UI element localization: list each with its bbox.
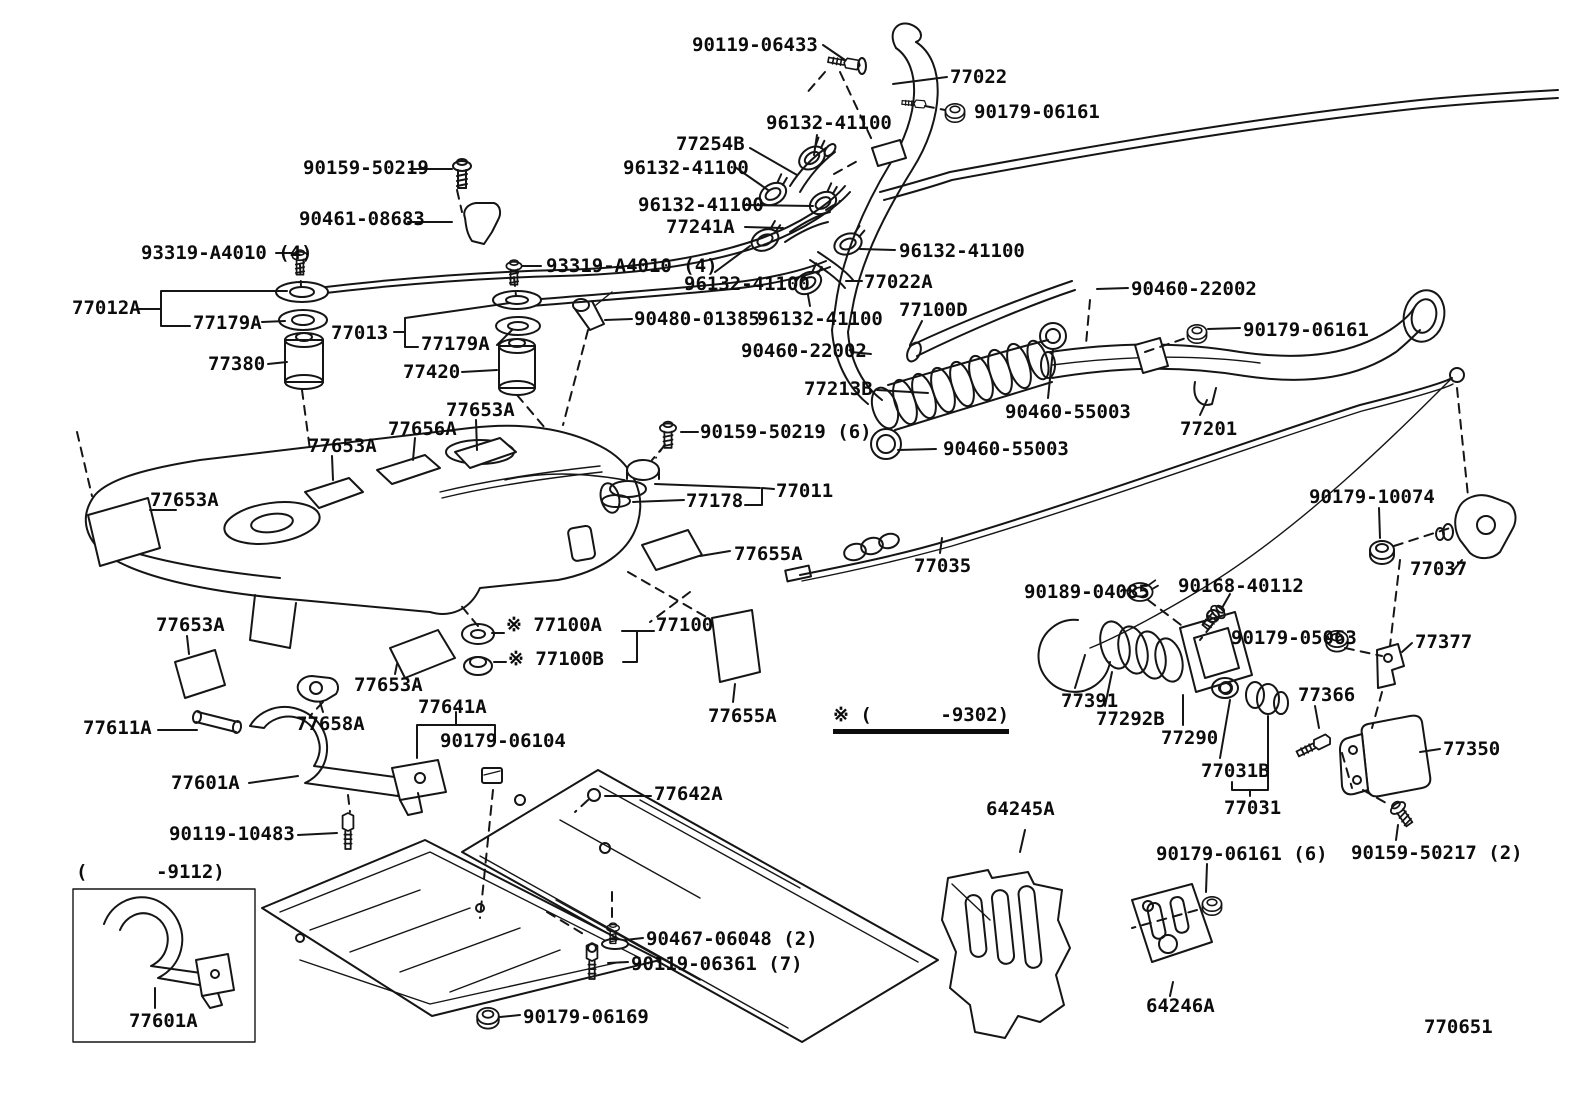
part-label-90460-22002: 90460-22002 — [1131, 278, 1257, 300]
part-label-90179-06169: 90179-06169 — [523, 1006, 649, 1028]
part-label-77031: 77031 — [1224, 797, 1282, 819]
part-label-77254b: 77254B — [676, 133, 745, 155]
part-label-77601a: 77601A — [129, 1010, 198, 1032]
part-label-64245a: 64245A — [986, 798, 1055, 820]
part-label-77658a: 77658A — [296, 713, 365, 735]
part-label-77241a: 77241A — [666, 216, 735, 238]
part-label-77653a: 77653A — [308, 435, 377, 457]
part-label-77011: 77011 — [776, 480, 834, 502]
part-label-77656a: 77656A — [388, 418, 457, 440]
part-label-90480-01385: 90480-01385 — [634, 308, 760, 330]
part-label-90159-50219-6: 90159-50219 (6) — [700, 421, 872, 443]
part-label-90119-06361-7: 90119-06361 (7) — [631, 953, 803, 975]
part-label-77201: 77201 — [1180, 418, 1238, 440]
part-label-77100: 77100 — [656, 614, 714, 636]
part-label-77391: 77391 — [1061, 690, 1119, 712]
part-label-77290: 77290 — [1161, 727, 1219, 749]
part-label-77013: 77013 — [331, 322, 389, 344]
part-label-77655a: 77655A — [734, 543, 803, 565]
part-label-77179a: 77179A — [421, 333, 490, 355]
part-label-77642a: 77642A — [654, 783, 723, 805]
part-label-77653a: 77653A — [150, 489, 219, 511]
part-label-90460-55003: 90460-55003 — [943, 438, 1069, 460]
part-label-90119-06433: 90119-06433 — [692, 34, 818, 56]
part-label-90460-22002: 90460-22002 — [741, 340, 867, 362]
part-label-96132-41100: 96132-41100 — [757, 308, 883, 330]
part-label-64246a: 64246A — [1146, 995, 1215, 1017]
part-label-90179-06104: 90179-06104 — [440, 730, 566, 752]
part-label-77178: 77178 — [686, 490, 744, 512]
part-label-77100d: 77100D — [899, 299, 968, 321]
part-label-90179-06161: 90179-06161 — [974, 101, 1100, 123]
part-label-77100b: ※ 77100B — [508, 648, 604, 670]
part-label-77641a: 77641A — [418, 696, 487, 718]
part-label-77366: 77366 — [1298, 684, 1356, 706]
part-label-77022a: 77022A — [864, 271, 933, 293]
part-label-77035: 77035 — [914, 555, 972, 577]
part-label-96132-41100: 96132-41100 — [766, 112, 892, 134]
part-label-77213b: 77213B — [804, 378, 873, 400]
part-label-90179-06161-6: 90179-06161 (6) — [1156, 843, 1328, 865]
part-label-9112: ( -9112) — [76, 861, 225, 883]
part-label-77653a: 77653A — [156, 614, 225, 636]
part-label-77653a: 77653A — [446, 399, 515, 421]
part-label-77420: 77420 — [403, 361, 461, 383]
part-label-77031b: 77031B — [1201, 760, 1270, 782]
part-label-77022: 77022 — [950, 66, 1008, 88]
part-label-77655a: 77655A — [708, 705, 777, 727]
part-label-93319-a4010-4: 93319-A4010 (4) — [141, 242, 313, 264]
part-label-90467-06048-2: 90467-06048 (2) — [646, 928, 818, 950]
part-label-90159-50219: 90159-50219 — [303, 157, 429, 179]
part-label-90119-10483: 90119-10483 — [169, 823, 295, 845]
part-label-9302: ※ ( -9302) — [833, 704, 1009, 734]
part-label-90179-06161: 90179-06161 — [1243, 319, 1369, 341]
part-label-77601a: 77601A — [171, 772, 240, 794]
part-label-77611a: 77611A — [83, 717, 152, 739]
part-label-90179-10074: 90179-10074 — [1309, 486, 1435, 508]
part-label-770651: 770651 — [1424, 1016, 1493, 1038]
part-label-90159-50217-2: 90159-50217 (2) — [1351, 842, 1523, 864]
part-label-90460-55003: 90460-55003 — [1005, 401, 1131, 423]
part-label-93319-a4010-4: 93319-A4010 (4) — [546, 255, 718, 277]
part-label-77037: 77037 — [1410, 558, 1468, 580]
part-label-77377: 77377 — [1415, 631, 1473, 653]
part-label-96132-41100: 96132-41100 — [638, 194, 764, 216]
part-label-77653a: 77653A — [354, 674, 423, 696]
part-label-90461-08683: 90461-08683 — [299, 208, 425, 230]
part-label-77350: 77350 — [1443, 738, 1501, 760]
part-label-90189-04085: 90189-04085 — [1024, 581, 1150, 603]
part-label-90179-05063: 90179-05063 — [1231, 627, 1357, 649]
part-label-96132-41100: 96132-41100 — [684, 273, 810, 295]
part-label-96132-41100: 96132-41100 — [623, 157, 749, 179]
part-label-90168-40112: 90168-40112 — [1178, 575, 1304, 597]
part-label-96132-41100: 96132-41100 — [899, 240, 1025, 262]
part-label-77179a: 77179A — [193, 312, 262, 334]
part-label-77100a: ※ 77100A — [506, 614, 602, 636]
part-label-77292b: 77292B — [1096, 708, 1165, 730]
part-label-77012a: 77012A — [72, 297, 141, 319]
part-label-77380: 77380 — [208, 353, 266, 375]
